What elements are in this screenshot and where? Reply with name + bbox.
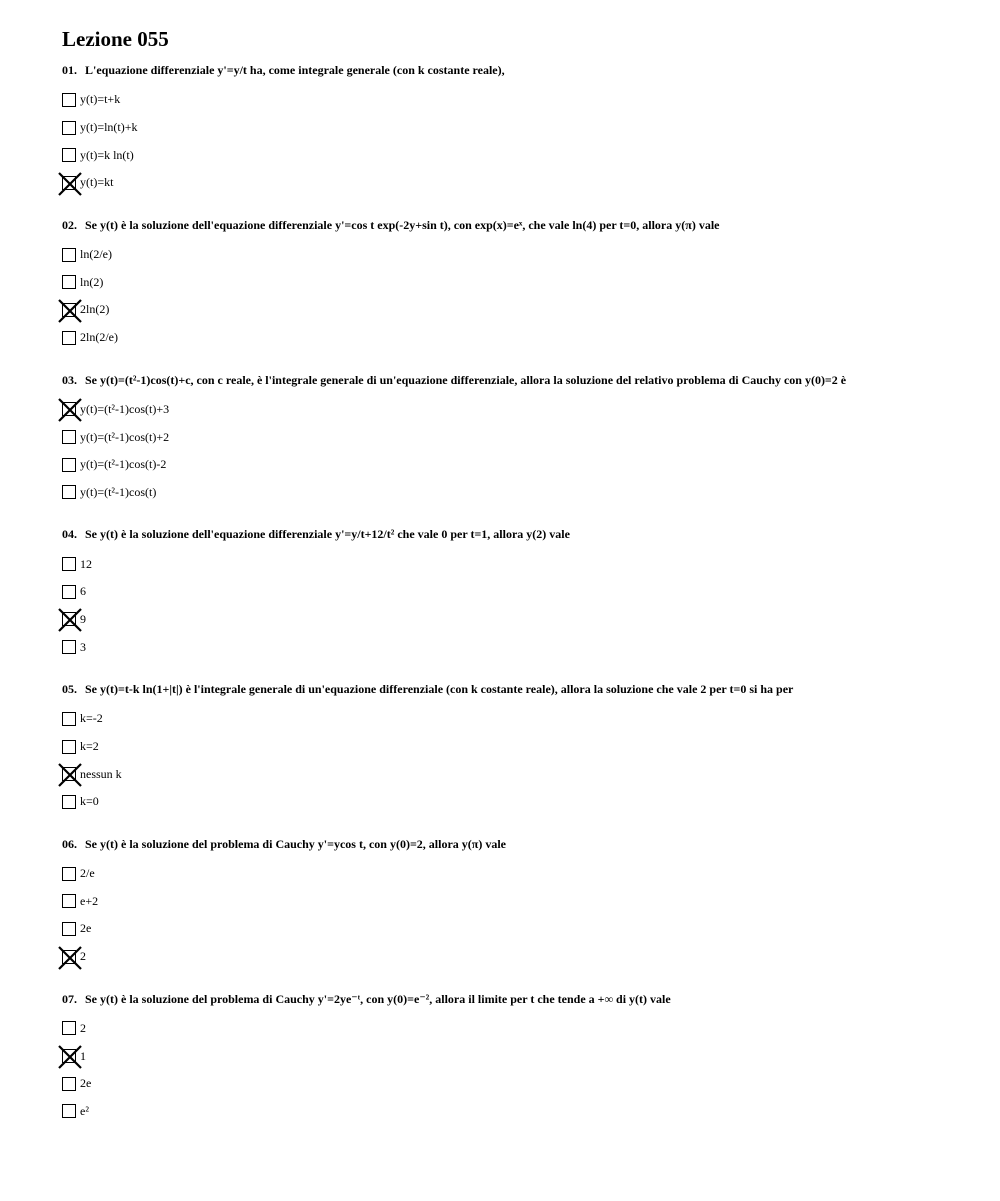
question-2 (62, 215, 962, 352)
question-5 (62, 679, 962, 816)
cross-mark-icon (58, 946, 82, 970)
spacer (62, 352, 962, 364)
question-number: 05. (62, 682, 77, 696)
checkbox[interactable] (62, 93, 76, 107)
answer-option[interactable] (62, 606, 962, 634)
question-text (62, 370, 962, 390)
answer-label: y(t)=ln(t)+k (80, 120, 138, 135)
answer-label: y(t)=t+k (80, 92, 121, 107)
answer-label: y(t)=(t²-1)cos(t) (80, 484, 157, 499)
answer-option[interactable] (62, 1015, 962, 1043)
document-page (62, 24, 962, 1125)
answer-option[interactable] (62, 633, 962, 661)
checkbox[interactable] (62, 712, 76, 726)
question-prompt: Se y(t) è la soluzione del problema di Cauchy y'=ycos t, con y(0)=2, allora y(π) vale (85, 836, 506, 851)
answer-label: y(t)=(t²-1)cos(t)+2 (80, 429, 170, 444)
checkbox[interactable] (62, 121, 76, 135)
answer-option[interactable] (62, 241, 962, 269)
question-4 (62, 524, 962, 661)
answer-label: y(t)=k ln(t) (80, 147, 134, 162)
spacer (62, 971, 962, 983)
answer-option[interactable] (62, 1042, 962, 1070)
answer-label: 12 (80, 556, 92, 571)
checkbox[interactable] (62, 275, 76, 289)
checkbox[interactable] (62, 585, 76, 599)
answer-option[interactable] (62, 423, 962, 451)
question-prompt: Se y(t) è la soluzione dell'equazione differenziale y'=cos t exp(-2y+sin t), con exp(x)=eˣ, che vale ln(4) per t=0, allora y(π) vale (85, 217, 720, 232)
checkbox[interactable] (62, 485, 76, 499)
answer-label: 2ln(2) (80, 302, 110, 317)
checkbox[interactable] (62, 1077, 76, 1091)
question-text (62, 215, 962, 235)
answer-option[interactable] (62, 760, 962, 788)
question-text (62, 524, 962, 544)
checkbox-checked[interactable] (62, 176, 76, 190)
answer-label: 2e (80, 1076, 92, 1091)
answer-label: k=2 (80, 739, 99, 754)
question-text (62, 679, 962, 699)
question-number: 03. (62, 372, 77, 387)
answer-options (62, 86, 962, 197)
answer-option[interactable] (62, 86, 962, 114)
question-prompt: L'equazione differenziale y'=y/t ha, come integrale generale (con k costante reale), (85, 63, 505, 77)
answer-option[interactable] (62, 550, 962, 578)
checkbox[interactable] (62, 148, 76, 162)
question-1 (62, 60, 962, 197)
checkbox[interactable] (62, 922, 76, 936)
answer-label: y(t)=(t²-1)cos(t)+3 (80, 401, 170, 416)
answer-option[interactable] (62, 451, 962, 479)
checkbox-checked[interactable] (62, 950, 76, 964)
checkbox-checked[interactable] (62, 767, 76, 781)
answer-options (62, 705, 962, 816)
checkbox[interactable] (62, 795, 76, 809)
answer-option[interactable] (62, 860, 962, 888)
spacer (62, 816, 962, 828)
answer-option[interactable] (62, 479, 962, 507)
answer-label: k=-2 (80, 711, 103, 726)
checkbox[interactable] (62, 331, 76, 345)
answer-options (62, 550, 962, 661)
answer-option[interactable] (62, 268, 962, 296)
answer-label: 2 (80, 949, 86, 964)
answer-option[interactable] (62, 396, 962, 424)
answer-label: 2e (80, 921, 92, 936)
answer-option[interactable] (62, 114, 962, 142)
question-number: 02. (62, 217, 77, 232)
question-number: 01. (62, 63, 77, 77)
checkbox[interactable] (62, 867, 76, 881)
checkbox[interactable] (62, 1021, 76, 1035)
spacer (62, 661, 962, 673)
answer-option[interactable] (62, 169, 962, 197)
answer-label: y(t)=(t²-1)cos(t)-2 (80, 457, 167, 472)
checkbox[interactable] (62, 557, 76, 571)
question-number: 04. (62, 527, 77, 542)
question-prompt: Se y(t)=t-k ln(1+|t|) è l'integrale generale di un'equazione differenziale (con k costante reale), allora la soluzione che vale 2 per t=0 si ha per (85, 682, 794, 696)
answer-label: 1 (80, 1048, 86, 1063)
spacer (62, 197, 962, 209)
answer-option[interactable] (62, 141, 962, 169)
question-3 (62, 370, 962, 507)
page-title: Lezione 055 (62, 27, 169, 51)
answer-label: 9 (80, 611, 86, 626)
checkbox-checked[interactable] (62, 303, 76, 317)
cross-mark-icon (58, 398, 82, 422)
answer-label: k=0 (80, 794, 99, 809)
checkbox[interactable] (62, 740, 76, 754)
question-text (62, 989, 962, 1009)
answer-option[interactable] (62, 733, 962, 761)
answer-label: 2 (80, 1020, 86, 1035)
question-text (62, 834, 962, 854)
question-prompt: Se y(t)=(t²-1)cos(t)+c, con c reale, è l'integrale generale di un'equazione differenziale, allora la soluzione del relativo problema di Cauchy con y(0)=2 è (85, 372, 847, 387)
checkbox[interactable] (62, 1104, 76, 1118)
answer-label: 2/e (80, 866, 95, 881)
answer-option[interactable] (62, 788, 962, 816)
checkbox-checked[interactable] (62, 1049, 76, 1063)
question-prompt: Se y(t) è la soluzione del problema di Cauchy y'=2ye⁻ᵗ, con y(0)=e⁻², allora il limite per t che tende a +∞ di y(t) vale (85, 991, 671, 1006)
answer-option[interactable] (62, 705, 962, 733)
checkbox[interactable] (62, 458, 76, 472)
question-6 (62, 834, 962, 971)
answer-option[interactable] (62, 1098, 962, 1126)
checkbox[interactable] (62, 248, 76, 262)
question-prompt: Se y(t) è la soluzione dell'equazione differenziale y'=y/t+12/t² che vale 0 per t=1, allora y(2) vale (85, 527, 570, 542)
answer-option[interactable] (62, 943, 962, 971)
answer-option[interactable] (62, 915, 962, 943)
checkbox[interactable] (62, 430, 76, 444)
question-number: 07. (62, 991, 77, 1006)
answer-options (62, 396, 962, 507)
answer-option[interactable] (62, 578, 962, 606)
spacer (62, 506, 962, 518)
question-text (62, 60, 962, 80)
answer-label: 6 (80, 584, 86, 599)
answer-label: nessun k (80, 766, 122, 781)
question-7 (62, 989, 962, 1126)
answer-label: 3 (80, 639, 86, 654)
answer-options (62, 860, 962, 971)
cross-mark-icon (58, 608, 82, 632)
answer-option[interactable] (62, 296, 962, 324)
answer-options (62, 1015, 962, 1126)
answer-label: y(t)=kt (80, 175, 114, 190)
checkbox-checked[interactable] (62, 612, 76, 626)
checkbox-checked[interactable] (62, 402, 76, 416)
cross-mark-icon (58, 1045, 82, 1069)
answer-option[interactable] (62, 324, 962, 352)
answer-label: ln(2) (80, 274, 104, 289)
answer-option[interactable] (62, 1070, 962, 1098)
cross-mark-icon (58, 172, 82, 196)
cross-mark-icon (58, 763, 82, 787)
answer-option[interactable] (62, 887, 962, 915)
answer-label: ln(2/e) (80, 247, 112, 262)
answer-label: e+2 (80, 893, 99, 908)
cross-mark-icon (58, 299, 82, 323)
answer-label: e² (80, 1103, 89, 1118)
checkbox[interactable] (62, 894, 76, 908)
question-list (62, 60, 962, 1125)
checkbox[interactable] (62, 640, 76, 654)
answer-options (62, 241, 962, 352)
answer-label: 2ln(2/e) (80, 330, 118, 345)
question-number: 06. (62, 836, 77, 851)
